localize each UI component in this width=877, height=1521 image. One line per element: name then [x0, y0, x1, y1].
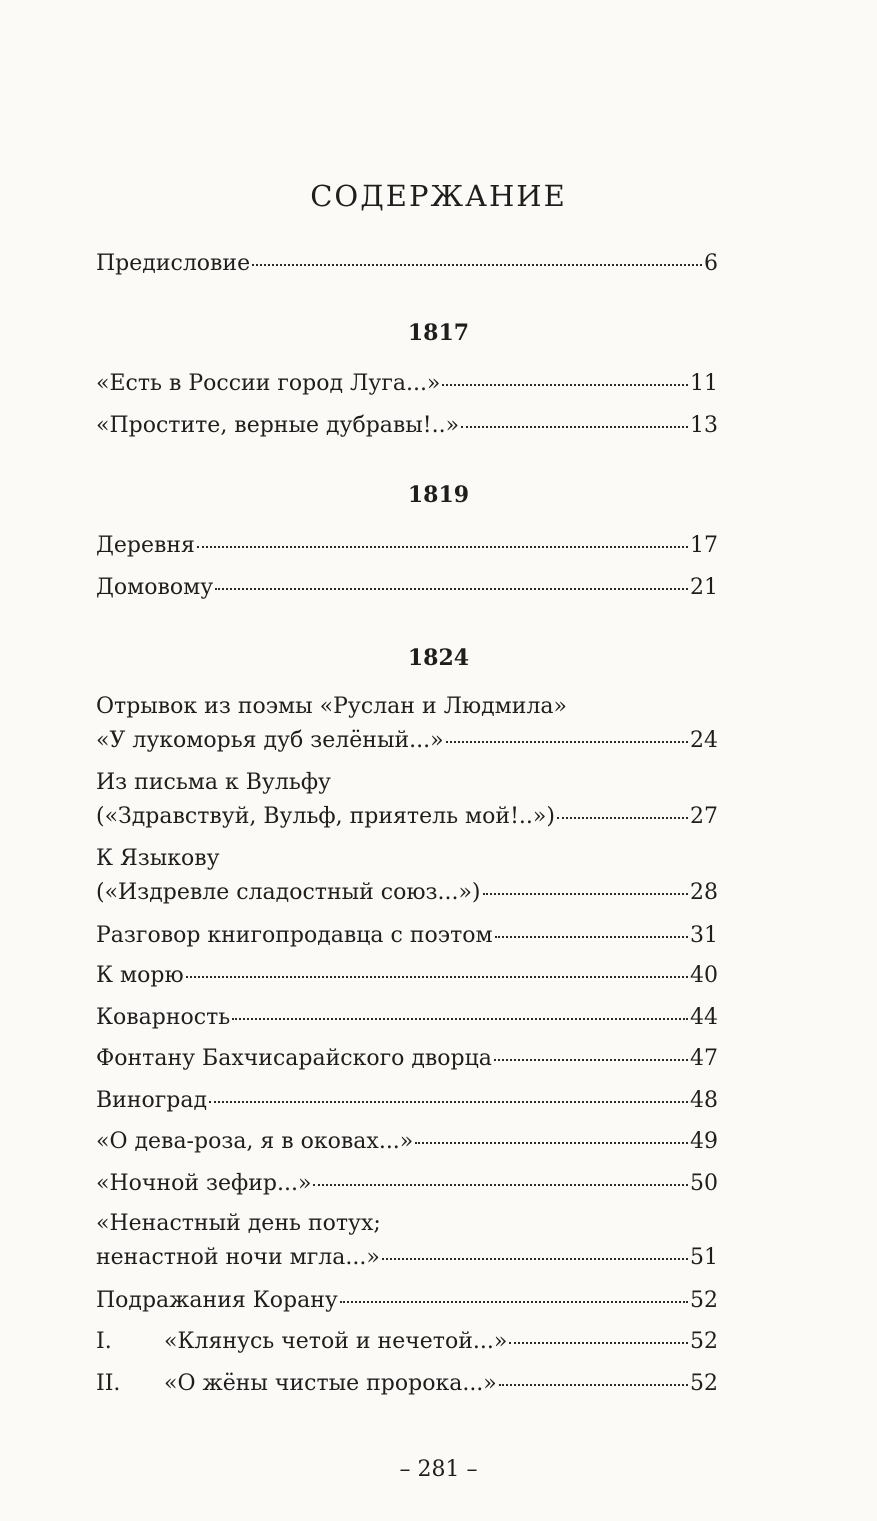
- toc-entry-text: Разговор книгопродавца с поэтом: [96, 923, 493, 948]
- page-title: СОДЕРЖАНИЕ: [310, 179, 567, 213]
- toc-entry-text: («Здравствуй, Вульф, приятель мой!..»): [96, 804, 555, 829]
- toc-page-number: 17: [690, 533, 718, 558]
- dot-leader: [557, 817, 688, 819]
- toc-entry-text: «У лукоморья дуб зелёный...»: [96, 728, 444, 753]
- year-heading-1817: 1817: [407, 320, 470, 346]
- toc-entry-sub: [96, 1369, 718, 1399]
- toc-entry-line1: К Языкову: [96, 846, 220, 871]
- toc-page-number: 40: [690, 963, 718, 988]
- toc-entry-text: «Есть в России город Луга...»: [96, 371, 441, 396]
- toc-entry-preface: [96, 249, 718, 279]
- toc-entry: [96, 1286, 718, 1316]
- toc-entry-text: «Ночной зефир...»: [96, 1171, 312, 1196]
- toc-entry-text: «О жёны чистые пророка...»: [164, 1371, 497, 1396]
- toc-page-number: 28: [690, 880, 718, 905]
- toc-entry: [96, 531, 718, 561]
- toc-entry: [96, 844, 718, 908]
- toc-entry-text: Виноград: [96, 1088, 208, 1113]
- toc-entry-text: «Клянусь четой и нечетой...»: [164, 1329, 508, 1354]
- toc-entry-text: Коварность: [96, 1005, 231, 1030]
- dot-leader: [340, 1301, 688, 1303]
- toc-page-number: 52: [690, 1371, 718, 1396]
- toc-entry-text: Подражания Корану: [96, 1288, 338, 1313]
- toc-page-number: 52: [690, 1329, 718, 1354]
- toc-page-number: 13: [690, 413, 718, 438]
- toc-entry: [96, 1044, 718, 1074]
- toc-page-number: 6: [704, 251, 718, 276]
- toc-entry-text: Деревня: [96, 533, 195, 558]
- dot-leader: [461, 426, 688, 428]
- dot-leader: [232, 1018, 688, 1020]
- toc-entry-text: Домовому: [96, 575, 214, 600]
- toc-page-number: 49: [690, 1129, 718, 1154]
- year-heading-1819: 1819: [407, 482, 470, 508]
- toc-page-number: 11: [690, 371, 718, 396]
- dot-leader: [509, 1342, 688, 1344]
- toc-entry: [96, 921, 718, 951]
- toc-entry-line1: Отрывок из поэмы «Руслан и Людмила»: [96, 694, 567, 719]
- toc-entry-text: Фонтану Бахчисарайского дворца: [96, 1046, 492, 1071]
- toc-page-number: 44: [690, 1005, 718, 1030]
- dot-leader: [446, 741, 688, 743]
- toc-page-number: 51: [690, 1245, 718, 1270]
- dot-leader: [382, 1258, 688, 1260]
- toc-entry-line1: «Ненастный день потух;: [96, 1211, 381, 1236]
- toc-entry-text: «О дева-роза, я в оковах...»: [96, 1129, 414, 1154]
- page-number-footer: – 281 –: [399, 1457, 478, 1482]
- dot-leader: [215, 588, 688, 590]
- toc-page-number: 27: [690, 804, 718, 829]
- dot-leader: [495, 936, 688, 938]
- toc-entry-text: К морю: [96, 963, 184, 988]
- toc-page-number: 24: [690, 728, 718, 753]
- toc-entry-text: («Издревле сладостный союз...»): [96, 880, 481, 905]
- dot-leader: [186, 976, 688, 978]
- toc-entry: [96, 692, 718, 756]
- dot-leader: [197, 546, 688, 548]
- toc-page-number: 52: [690, 1288, 718, 1313]
- toc-roman-numeral: II.: [96, 1371, 121, 1396]
- toc-page-number: 48: [690, 1088, 718, 1113]
- dot-leader: [209, 1101, 688, 1103]
- toc-page-number: 21: [690, 575, 718, 600]
- toc-entry: [96, 1003, 718, 1033]
- toc-entry-line1: Из письма к Вульфу: [96, 770, 331, 795]
- dot-leader: [415, 1142, 688, 1144]
- toc-entry: [96, 369, 718, 399]
- dot-leader: [442, 384, 688, 386]
- dot-leader: [483, 893, 688, 895]
- dot-leader: [252, 264, 702, 266]
- toc-entry: [96, 1209, 718, 1273]
- toc-entry: [96, 1086, 718, 1116]
- dot-leader: [313, 1184, 688, 1186]
- toc-page-number: 50: [690, 1171, 718, 1196]
- dot-leader: [494, 1059, 688, 1061]
- toc-entry: [96, 1127, 718, 1157]
- toc-entry: [96, 961, 718, 991]
- toc-entry: [96, 768, 718, 832]
- year-heading-1824: 1824: [407, 645, 470, 671]
- toc-entry: [96, 411, 718, 441]
- toc-roman-numeral: I.: [96, 1329, 112, 1354]
- toc-entry-text: ненастной ночи мгла...»: [96, 1245, 380, 1270]
- dot-leader: [499, 1384, 688, 1386]
- toc-entry-text: «Простите, верные дубравы!..»: [96, 413, 460, 438]
- toc-entry-sub: [96, 1327, 718, 1357]
- toc-entry: [96, 573, 718, 603]
- toc-entry-text: Предисловие: [96, 251, 251, 276]
- toc-page-number: 47: [690, 1046, 718, 1071]
- toc-entry: [96, 1169, 718, 1199]
- toc-page-number: 31: [690, 923, 718, 948]
